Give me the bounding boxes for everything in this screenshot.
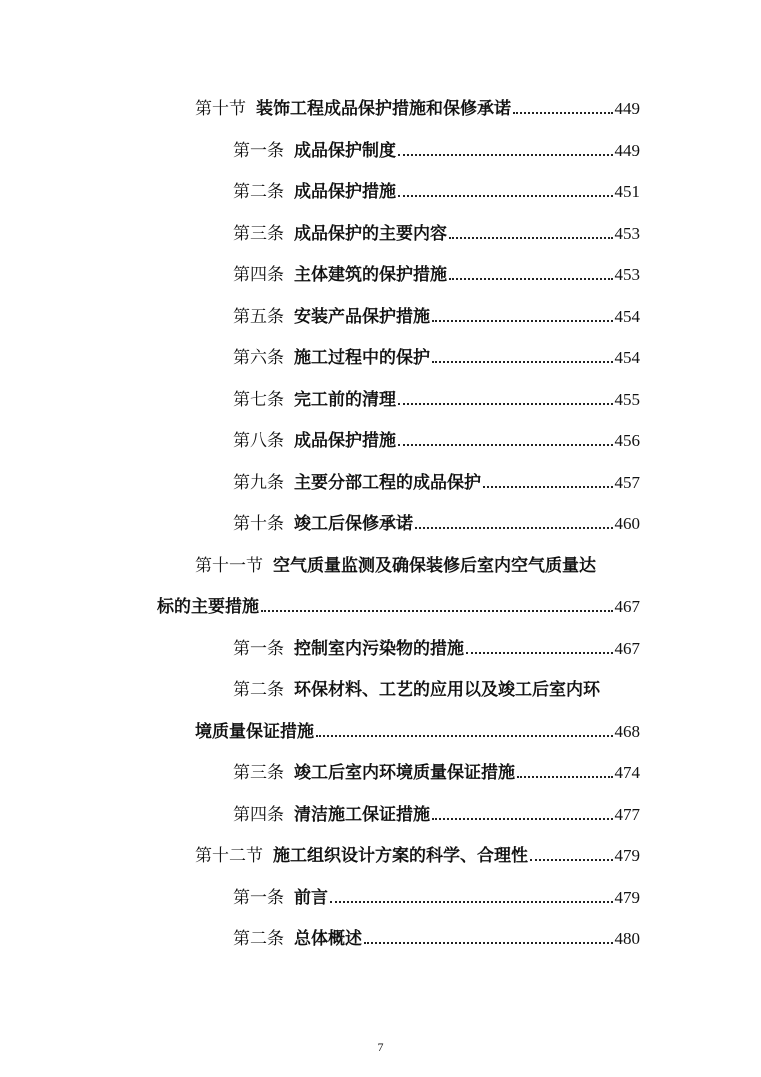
toc-item[interactable] xyxy=(233,761,640,785)
item-title-line2: 境质量保证措施 xyxy=(195,722,314,742)
page-ref: 479 xyxy=(614,888,640,907)
item-number: 第四条 xyxy=(233,265,284,285)
leader-dots xyxy=(513,112,613,114)
section-title: 施工组织设计方案的科学、合理性 xyxy=(273,846,528,866)
section-title: 装饰工程成品保护措施和保修承诺 xyxy=(256,99,511,119)
page-ref: 460 xyxy=(614,514,640,533)
item-title: 施工过程中的保护 xyxy=(294,348,430,368)
toc-item[interactable] xyxy=(233,180,640,204)
item-number: 第二条 xyxy=(233,182,284,202)
item-number: 第一条 xyxy=(233,888,284,908)
page-ref: 453 xyxy=(614,265,640,284)
toc-item[interactable] xyxy=(233,388,640,412)
item-title: 成品保护措施 xyxy=(294,431,396,451)
leader-dots xyxy=(530,859,613,861)
page-ref: 451 xyxy=(614,182,640,201)
section-title-line2: 标的主要措施 xyxy=(157,597,259,617)
page-ref: 467 xyxy=(614,597,640,616)
item-title: 前言 xyxy=(294,888,328,908)
section-title-line1: 空气质量监测及确保装修后室内空气质量达 xyxy=(273,556,596,576)
toc-item-cont[interactable] xyxy=(195,720,640,744)
leader-dots xyxy=(398,195,613,197)
section-number: 第十节 xyxy=(195,99,246,119)
leader-dots xyxy=(415,527,613,529)
leader-dots xyxy=(398,154,613,156)
item-title: 成品保护的主要内容 xyxy=(294,224,447,244)
page-ref: 449 xyxy=(614,141,640,160)
item-title: 总体概述 xyxy=(294,929,362,949)
leader-dots xyxy=(398,403,613,405)
page-ref: 457 xyxy=(614,473,640,492)
page-ref: 454 xyxy=(614,348,640,367)
toc-item[interactable] xyxy=(233,139,640,163)
toc-item[interactable] xyxy=(233,678,640,702)
leader-dots xyxy=(483,486,613,488)
leader-dots xyxy=(316,735,613,737)
item-title: 成品保护措施 xyxy=(294,182,396,202)
page-ref: 454 xyxy=(614,307,640,326)
page-number: 7 xyxy=(377,1040,384,1054)
leader-dots xyxy=(261,610,613,612)
item-number: 第二条 xyxy=(233,929,284,949)
toc-item[interactable] xyxy=(233,305,640,329)
leader-dots xyxy=(517,776,613,778)
toc-section-12[interactable] xyxy=(195,844,640,868)
leader-dots xyxy=(449,237,613,239)
toc-item[interactable] xyxy=(233,803,640,827)
page-ref: 455 xyxy=(614,390,640,409)
item-number: 第十条 xyxy=(233,514,284,534)
item-title-line1: 环保材料、工艺的应用以及竣工后室内环 xyxy=(294,680,600,700)
page-ref: 477 xyxy=(614,805,640,824)
item-number: 第七条 xyxy=(233,390,284,410)
leader-dots xyxy=(364,942,613,944)
toc-item[interactable] xyxy=(233,886,640,910)
toc-item[interactable] xyxy=(233,263,640,287)
item-title: 完工前的清理 xyxy=(294,390,396,410)
leader-dots xyxy=(466,652,613,654)
leader-dots xyxy=(432,361,613,363)
item-number: 第一条 xyxy=(233,639,284,659)
item-number: 第三条 xyxy=(233,224,284,244)
page-ref: 468 xyxy=(614,722,640,741)
section-number: 第十二节 xyxy=(195,846,263,866)
item-title: 清洁施工保证措施 xyxy=(294,805,430,825)
leader-dots xyxy=(449,278,613,280)
item-number: 第四条 xyxy=(233,805,284,825)
toc-item[interactable] xyxy=(233,512,640,536)
item-title: 主体建筑的保护措施 xyxy=(294,265,447,285)
toc-item[interactable] xyxy=(233,927,640,951)
page-ref: 453 xyxy=(614,224,640,243)
page-ref: 449 xyxy=(614,99,640,118)
page-ref: 480 xyxy=(614,929,640,948)
item-number: 第八条 xyxy=(233,431,284,451)
leader-dots xyxy=(398,444,613,446)
item-number: 第二条 xyxy=(233,680,284,700)
item-number: 第六条 xyxy=(233,348,284,368)
item-title: 竣工后室内环境质量保证措施 xyxy=(294,763,515,783)
toc-section-11-cont[interactable] xyxy=(157,595,640,619)
toc-section-10[interactable] xyxy=(195,97,640,121)
page-ref: 456 xyxy=(614,431,640,450)
toc-item[interactable] xyxy=(233,346,640,370)
item-number: 第五条 xyxy=(233,307,284,327)
item-number: 第三条 xyxy=(233,763,284,783)
page-ref: 467 xyxy=(614,639,640,658)
leader-dots xyxy=(330,901,613,903)
item-title: 控制室内污染物的措施 xyxy=(294,639,464,659)
toc-section-11[interactable] xyxy=(195,554,640,578)
item-number: 第九条 xyxy=(233,473,284,493)
item-title: 竣工后保修承诺 xyxy=(294,514,413,534)
leader-dots xyxy=(432,818,613,820)
toc-item[interactable] xyxy=(233,637,640,661)
page-ref: 474 xyxy=(614,763,640,782)
toc-item[interactable] xyxy=(233,471,640,495)
leader-dots xyxy=(432,320,613,322)
item-number: 第一条 xyxy=(233,141,284,161)
page-ref: 479 xyxy=(614,846,640,865)
toc-item[interactable] xyxy=(233,222,640,246)
item-title: 成品保护制度 xyxy=(294,141,396,161)
item-title: 主要分部工程的成品保护 xyxy=(294,473,481,493)
item-title: 安装产品保护措施 xyxy=(294,307,430,327)
toc-item[interactable] xyxy=(233,429,640,453)
section-number: 第十一节 xyxy=(195,556,263,576)
